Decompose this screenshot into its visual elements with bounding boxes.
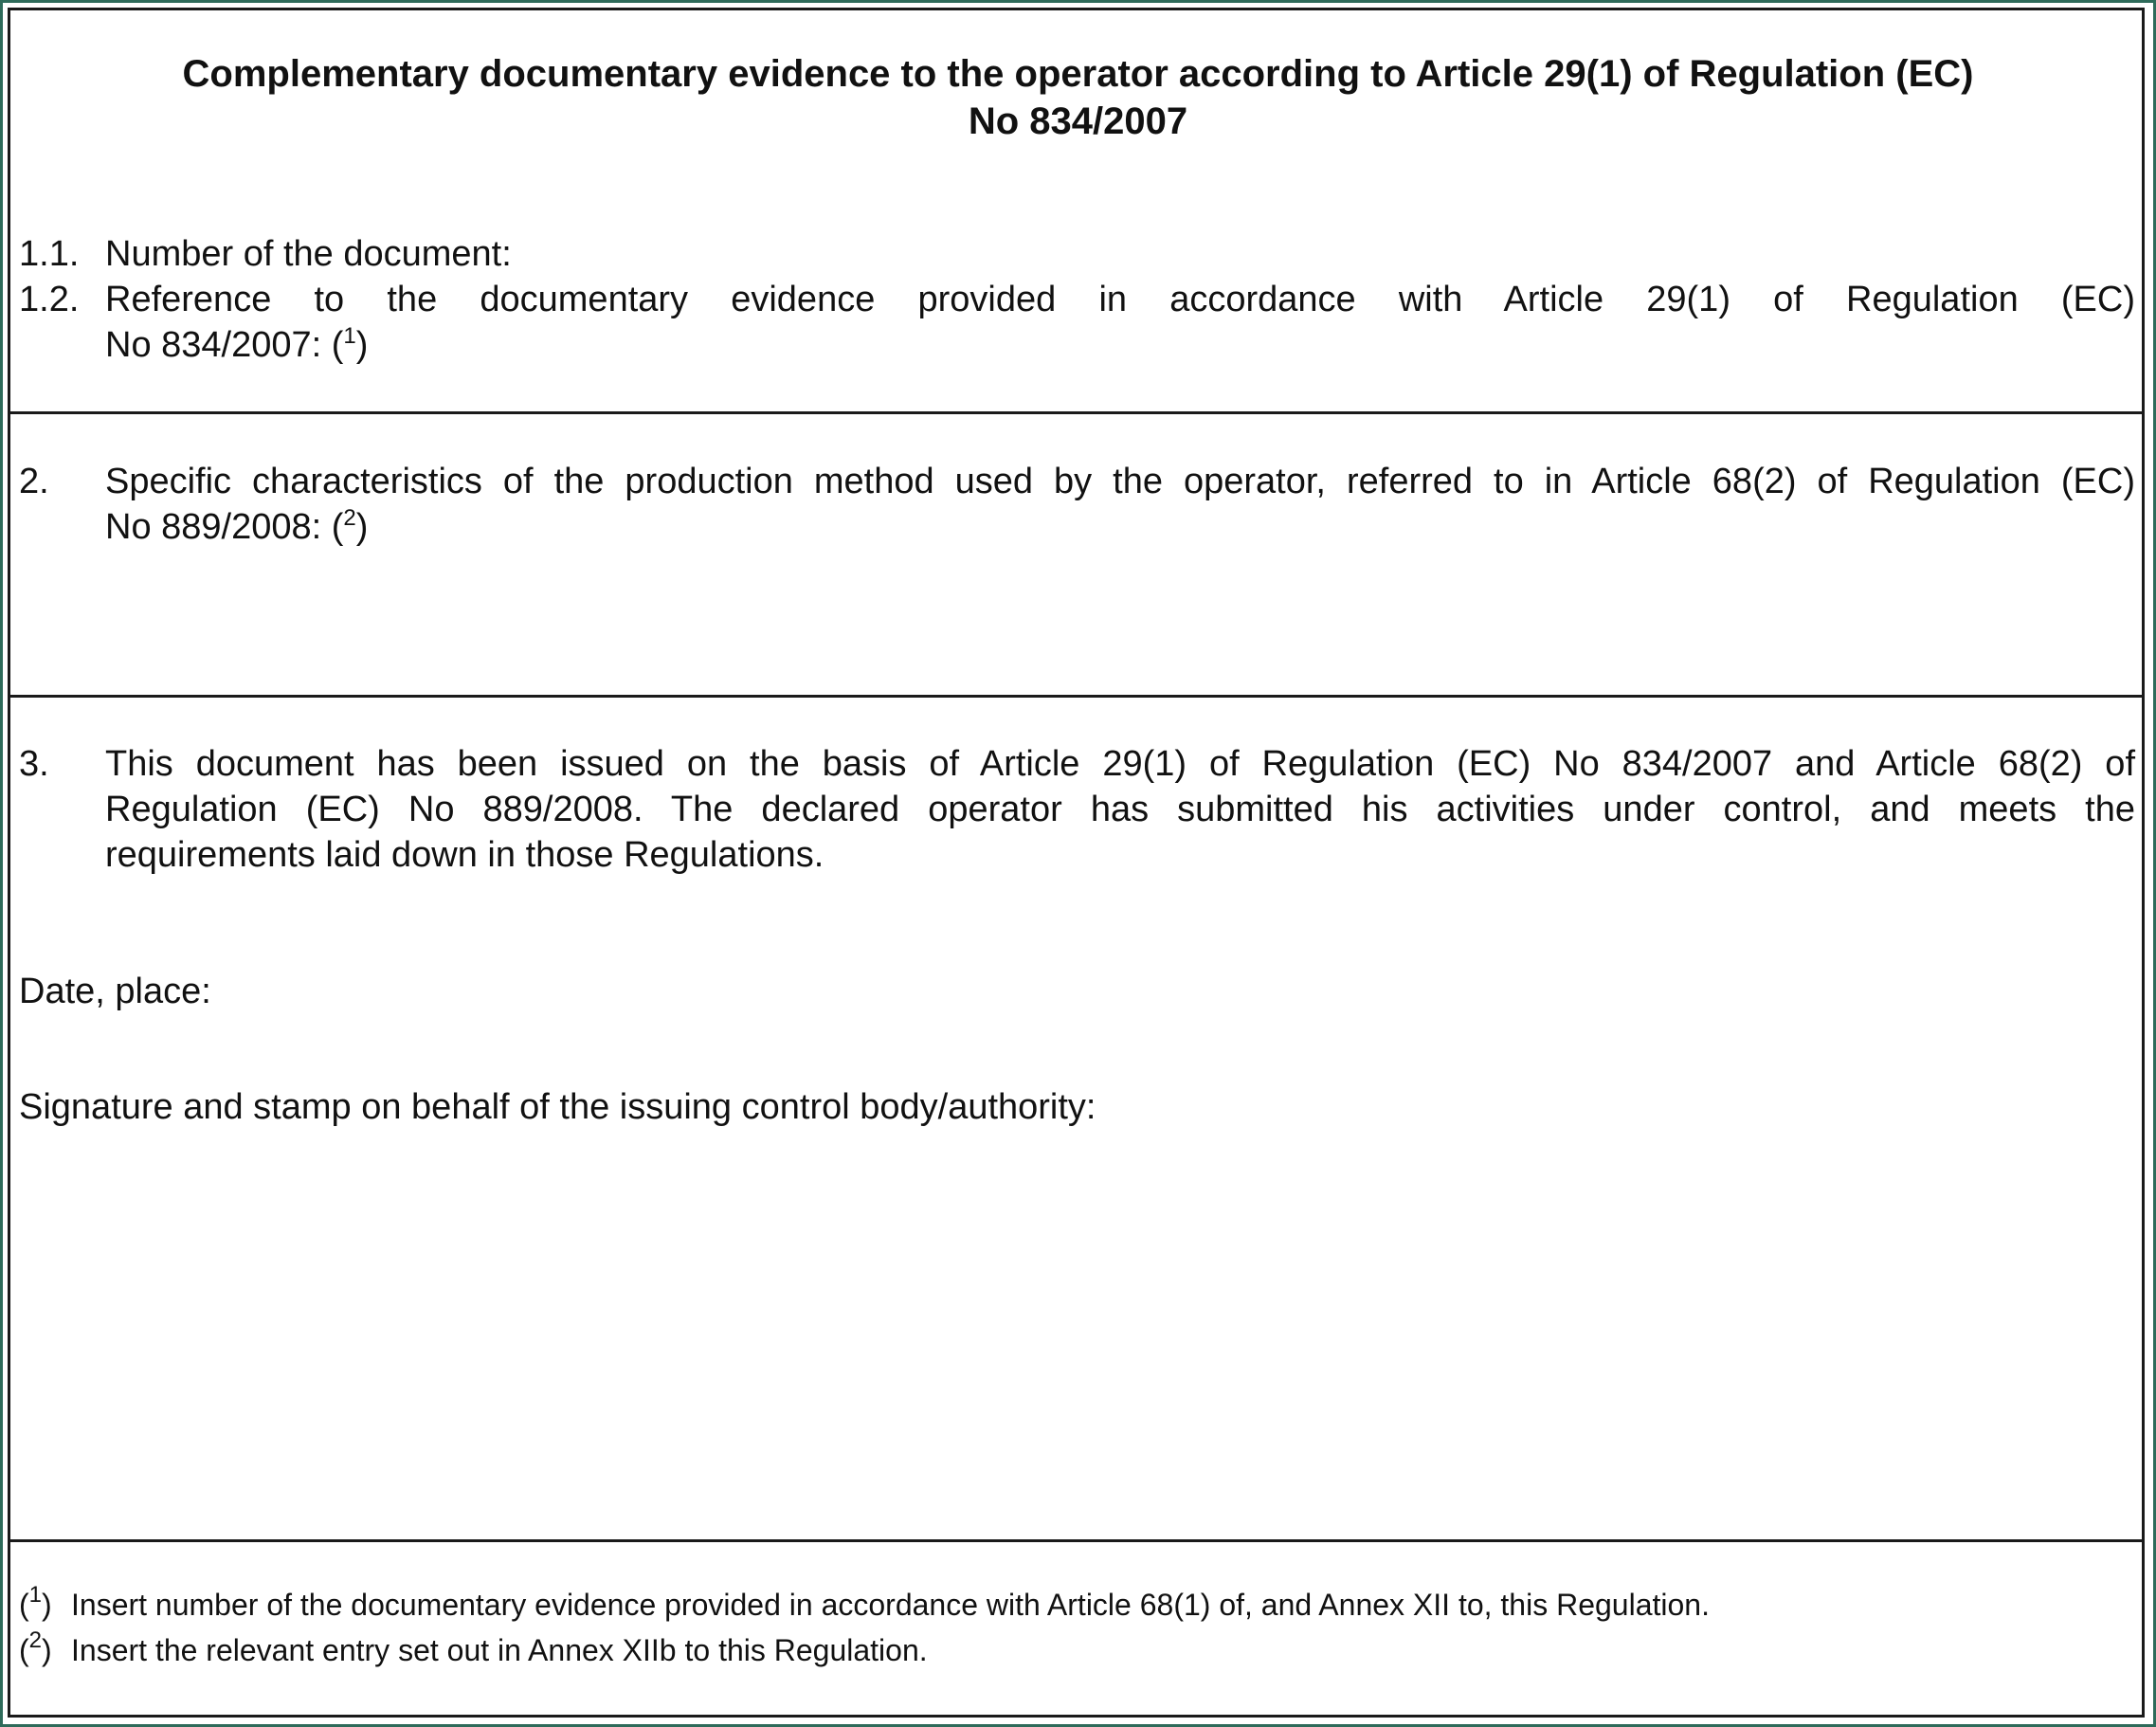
date-place-label: Date, place: <box>19 972 211 1011</box>
item-text-line: This document has been issued on the basis of Article 29(1) of Regulation (EC) No 834/2007 and Article 68(2) of <box>105 744 2135 784</box>
item-text-fragment: No 889/2008: ( <box>105 507 344 547</box>
item-number: 3. <box>19 744 49 784</box>
item-number: 1.1. <box>19 234 80 274</box>
item-text-line: requirements laid down in those Regulations. <box>105 835 824 875</box>
footnote-marker-number: 1 <box>28 1582 43 1608</box>
footnote-ref: 1 <box>343 323 356 349</box>
footnote-text: Insert the relevant entry set out in Annex XIIb to this Regulation. <box>71 1633 928 1667</box>
footnote-marker <box>19 1627 71 1669</box>
form-title <box>57 50 2099 145</box>
footnote-1 <box>19 1582 1710 1624</box>
item-text-line <box>105 322 2135 368</box>
item-number: 1.2. <box>19 280 80 319</box>
footnote-marker-open: ( <box>19 1588 29 1622</box>
item-number: 2. <box>19 462 49 501</box>
footnote-marker <box>19 1582 71 1624</box>
footnote-2 <box>19 1627 928 1669</box>
footnote-marker-close: ) <box>42 1588 52 1622</box>
item-text-line: Specific characteristics of the production method used by the operator, referred to in Article 68(2) of Regulation (EC) <box>105 462 2135 501</box>
footnote-text: Insert number of the documentary evidence provided in accordance with Article 68(1) of, and Annex XII to, this Regulation. <box>71 1588 1710 1622</box>
section-divider <box>8 1539 2145 1542</box>
item-text: Number of the document: <box>105 234 512 274</box>
item-text-fragment: ) <box>355 325 369 365</box>
footnote-marker-open: ( <box>19 1633 29 1667</box>
footnote-marker-close: ) <box>42 1633 52 1667</box>
item-text-line <box>105 504 2135 550</box>
section-divider <box>8 695 2145 698</box>
item-text <box>105 277 2135 368</box>
item-text-fragment: ) <box>355 507 369 547</box>
footnote-ref: 2 <box>343 505 356 531</box>
form-title-line2: No 834/2007 <box>968 100 1188 142</box>
footnote-marker-number: 2 <box>28 1627 43 1653</box>
item-text-line: Regulation (EC) No 889/2008. The declared operator has submitted his activities under control, and meets the <box>105 790 2135 829</box>
item-text-fragment: No 834/2007: ( <box>105 325 344 365</box>
form-title-line1: Complementary documentary evidence to the operator according to Article 29(1) of Regulation (EC) <box>182 53 1974 95</box>
item-text-line: Reference to the documentary evidence provided in accordance with Article 29(1) of Regulation (EC) <box>105 280 2135 319</box>
item-text <box>105 741 2135 878</box>
section-divider <box>8 411 2145 414</box>
item-text <box>105 459 2135 550</box>
signature-label: Signature and stamp on behalf of the issuing control body/authority: <box>19 1087 1096 1127</box>
